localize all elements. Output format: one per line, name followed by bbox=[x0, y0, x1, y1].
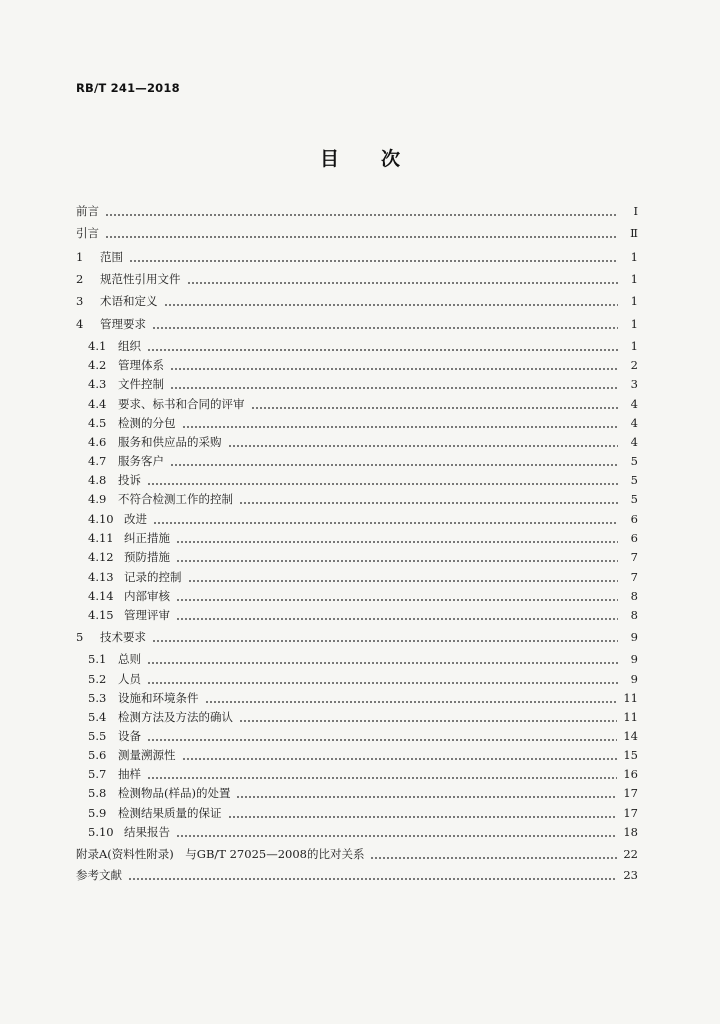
toc-entry-number: 4.7 bbox=[88, 454, 107, 468]
dot-leader bbox=[105, 202, 618, 221]
toc-entry-page: 16 bbox=[623, 767, 638, 781]
toc-entry-page: 4 bbox=[630, 416, 638, 430]
toc-entry-page: 9 bbox=[630, 672, 638, 686]
toc-entry-label: 测量溯源性 bbox=[118, 748, 176, 762]
toc-entry-number: 4.1 bbox=[88, 339, 107, 353]
dot-leader bbox=[205, 689, 618, 708]
toc-entry-page: 5 bbox=[630, 473, 638, 487]
toc-entry-page: 11 bbox=[623, 691, 638, 705]
toc-entry-page: 8 bbox=[630, 589, 638, 603]
toc-entry-page: 8 bbox=[630, 608, 638, 622]
toc-entry-number: 5.10 bbox=[88, 825, 114, 839]
dot-leader bbox=[147, 670, 618, 689]
toc-entry[interactable] bbox=[88, 490, 638, 509]
toc-entry-label: 服务客户 bbox=[118, 454, 164, 468]
toc-entry-label: 改进 bbox=[124, 512, 147, 526]
toc-entry-number: 4.12 bbox=[88, 550, 114, 564]
toc-entry[interactable] bbox=[88, 471, 638, 490]
toc-entry[interactable] bbox=[76, 315, 638, 334]
toc-entry[interactable] bbox=[88, 823, 638, 842]
dot-leader bbox=[228, 433, 619, 452]
toc-entry[interactable] bbox=[88, 784, 638, 803]
toc-entry-page: 2 bbox=[630, 358, 638, 372]
toc-entry-label: 范围 bbox=[100, 250, 123, 264]
dot-leader bbox=[170, 356, 618, 375]
toc-entry[interactable] bbox=[88, 765, 638, 784]
toc-entry-page: 6 bbox=[630, 531, 638, 545]
toc-entry-label: 抽样 bbox=[118, 767, 141, 781]
dot-leader bbox=[147, 650, 618, 669]
toc-entry-number: 4.13 bbox=[88, 570, 114, 584]
toc-entry-label: 附录A(资料性附录) 与GB/T 27025—2008的比对关系 bbox=[76, 847, 365, 861]
dot-leader bbox=[236, 784, 617, 803]
toc-entry-number: 4.3 bbox=[88, 377, 107, 391]
toc-entry-label: 记录的控制 bbox=[124, 570, 182, 584]
toc-entry-number: 5.8 bbox=[88, 786, 107, 800]
toc-entry-number: 4.9 bbox=[88, 492, 107, 506]
toc-entry-number: 5.2 bbox=[88, 672, 107, 686]
toc-entry-label: 参考文献 bbox=[76, 868, 122, 882]
toc-entry-page: 7 bbox=[630, 550, 638, 564]
toc-entry-page: 6 bbox=[630, 512, 638, 526]
toc-entry[interactable] bbox=[88, 606, 638, 625]
toc-entry-page: 1 bbox=[630, 272, 638, 286]
toc-entry-page: 1 bbox=[630, 250, 638, 264]
toc-entry-page: 5 bbox=[630, 454, 638, 468]
toc-entry[interactable] bbox=[88, 395, 638, 414]
toc-entry[interactable] bbox=[88, 587, 638, 606]
dot-leader bbox=[153, 510, 618, 529]
toc-entry-label: 管理要求 bbox=[100, 317, 146, 331]
dot-leader bbox=[228, 804, 618, 823]
toc-entry[interactable] bbox=[88, 337, 638, 356]
dot-leader bbox=[182, 414, 619, 433]
dot-leader bbox=[239, 490, 618, 509]
toc-entry[interactable] bbox=[88, 414, 638, 433]
toc-entry[interactable] bbox=[76, 202, 638, 221]
toc-entry-number: 5.6 bbox=[88, 748, 107, 762]
toc-entry-number: 4.8 bbox=[88, 473, 107, 487]
dot-leader bbox=[182, 746, 618, 765]
dot-leader bbox=[147, 337, 618, 356]
toc-entry-page: 5 bbox=[630, 492, 638, 506]
toc-entry-number: 4 bbox=[76, 317, 84, 331]
toc-entry-label: 技术要求 bbox=[100, 630, 146, 644]
toc-entry-label: 要求、标书和合同的评审 bbox=[118, 397, 245, 411]
toc-entry-page: 4 bbox=[630, 435, 638, 449]
dot-leader bbox=[370, 845, 617, 864]
dot-leader bbox=[147, 471, 618, 490]
dot-leader bbox=[129, 248, 618, 267]
toc-entry-page: 15 bbox=[623, 748, 638, 762]
toc-entry-label: 前言 bbox=[76, 204, 99, 218]
toc-entry-label: 检测结果质量的保证 bbox=[118, 806, 222, 820]
toc-entry-label: 文件控制 bbox=[118, 377, 164, 391]
toc-entry-number: 4.6 bbox=[88, 435, 107, 449]
toc-entry-label: 组织 bbox=[118, 339, 141, 353]
toc-entry-page: 22 bbox=[623, 847, 638, 861]
toc-entry-page: 14 bbox=[623, 729, 638, 743]
toc-entry-label: 不符合检测工作的控制 bbox=[118, 492, 233, 506]
toc-entry-label: 设备 bbox=[118, 729, 141, 743]
toc-entry-page: 17 bbox=[623, 786, 638, 800]
dot-leader bbox=[170, 375, 618, 394]
toc-entry[interactable] bbox=[88, 356, 638, 375]
dot-leader bbox=[176, 606, 618, 625]
toc-entry-number: 1 bbox=[76, 250, 84, 264]
toc-entry-label: 引言 bbox=[76, 226, 99, 240]
title-char-2: 次 bbox=[381, 148, 401, 170]
toc-entry-page: 3 bbox=[630, 377, 638, 391]
toc-entry-label: 预防措施 bbox=[124, 550, 170, 564]
toc-entry[interactable] bbox=[88, 804, 638, 823]
toc-entry-label: 管理体系 bbox=[118, 358, 164, 372]
toc-entry-page: 1 bbox=[630, 339, 638, 353]
toc-entry-number: 2 bbox=[76, 272, 84, 286]
toc-entry-number: 5.9 bbox=[88, 806, 107, 820]
toc-entry-page: 9 bbox=[630, 630, 638, 644]
toc-entry-number: 5.4 bbox=[88, 710, 107, 724]
toc-entry-page: 1 bbox=[630, 294, 638, 308]
toc-entry-page: 1 bbox=[630, 317, 638, 331]
toc-entry-number: 4.14 bbox=[88, 589, 114, 603]
toc-entry-page: 23 bbox=[623, 868, 638, 882]
toc-entry[interactable] bbox=[88, 708, 638, 727]
toc-entry-label: 服务和供应品的采购 bbox=[118, 435, 222, 449]
toc-entry-page: 11 bbox=[623, 710, 638, 724]
toc-entry-label: 管理评审 bbox=[124, 608, 170, 622]
dot-leader bbox=[147, 727, 617, 746]
toc-entry[interactable] bbox=[76, 248, 638, 267]
dot-leader bbox=[251, 395, 619, 414]
toc-entry-label: 人员 bbox=[118, 672, 141, 686]
dot-leader bbox=[128, 866, 617, 885]
toc-entry-label: 检测物品(样品)的处置 bbox=[118, 786, 231, 800]
toc-entry-label: 设施和环境条件 bbox=[118, 691, 199, 705]
dot-leader bbox=[176, 529, 618, 548]
toc-entry-number: 4.5 bbox=[88, 416, 107, 430]
dot-leader bbox=[176, 587, 618, 606]
toc-entry[interactable] bbox=[76, 845, 638, 864]
dot-leader bbox=[170, 452, 618, 471]
toc-entry-number: 5.1 bbox=[88, 652, 107, 666]
dot-leader bbox=[152, 315, 618, 334]
toc-entry-label: 检测方法及方法的确认 bbox=[118, 710, 233, 724]
toc-entry-label: 术语和定义 bbox=[100, 294, 158, 308]
toc-entry[interactable] bbox=[76, 866, 638, 885]
toc-entry-number: 4.4 bbox=[88, 397, 107, 411]
dot-leader bbox=[152, 628, 618, 647]
toc-entry[interactable] bbox=[76, 270, 638, 289]
toc-entry-number: 4.11 bbox=[88, 531, 114, 545]
toc-entry[interactable] bbox=[76, 224, 638, 243]
toc-entry-page: Ⅰ bbox=[633, 204, 638, 218]
toc-entry-number: 3 bbox=[76, 294, 84, 308]
dot-leader bbox=[176, 548, 618, 567]
toc-entry-page: 7 bbox=[630, 570, 638, 584]
toc-entry-page: Ⅱ bbox=[630, 226, 638, 240]
dot-leader bbox=[239, 708, 617, 727]
toc-entry[interactable] bbox=[88, 548, 638, 567]
dot-leader bbox=[147, 765, 617, 784]
toc-entry[interactable] bbox=[76, 292, 638, 311]
toc-entry[interactable] bbox=[88, 689, 638, 708]
title-char-1: 目 bbox=[319, 148, 339, 170]
toc-entry-label: 检测的分包 bbox=[118, 416, 176, 430]
toc-entry-number: 5.7 bbox=[88, 767, 107, 781]
toc-entry[interactable] bbox=[88, 670, 638, 689]
toc-entry-number: 4.15 bbox=[88, 608, 114, 622]
toc-entry-number: 4.2 bbox=[88, 358, 107, 372]
toc-entry[interactable] bbox=[88, 375, 638, 394]
toc-entry-number: 5.3 bbox=[88, 691, 107, 705]
standard-code: RB/T 241—2018 bbox=[76, 81, 180, 95]
toc-entry-page: 18 bbox=[623, 825, 638, 839]
toc-entry[interactable] bbox=[88, 727, 638, 746]
toc-entry-number: 5.5 bbox=[88, 729, 107, 743]
toc-entry-label: 投诉 bbox=[118, 473, 141, 487]
dot-leader bbox=[176, 823, 617, 842]
toc-entry-label: 规范性引用文件 bbox=[100, 272, 181, 286]
toc-entry[interactable] bbox=[76, 628, 638, 647]
toc-entry[interactable] bbox=[88, 452, 638, 471]
toc-entry[interactable] bbox=[88, 510, 638, 529]
toc-entry-page: 4 bbox=[630, 397, 638, 411]
dot-leader bbox=[187, 270, 619, 289]
dot-leader bbox=[188, 568, 619, 587]
dot-leader bbox=[105, 224, 618, 243]
toc-entry[interactable] bbox=[88, 650, 638, 669]
toc-entry[interactable] bbox=[88, 433, 638, 452]
toc-entry-page: 9 bbox=[630, 652, 638, 666]
toc-entry-label: 总则 bbox=[118, 652, 141, 666]
toc-entry-label: 内部审核 bbox=[124, 589, 170, 603]
toc-entry[interactable] bbox=[88, 529, 638, 548]
page-title bbox=[0, 144, 720, 171]
toc-entry-page: 17 bbox=[623, 806, 638, 820]
toc-entry-number: 4.10 bbox=[88, 512, 114, 526]
toc-entry-label: 结果报告 bbox=[124, 825, 170, 839]
toc-entry[interactable] bbox=[88, 568, 638, 587]
dot-leader bbox=[164, 292, 619, 311]
toc-entry-number: 5 bbox=[76, 630, 84, 644]
toc-entry-label: 纠正措施 bbox=[124, 531, 170, 545]
toc-entry[interactable] bbox=[88, 746, 638, 765]
